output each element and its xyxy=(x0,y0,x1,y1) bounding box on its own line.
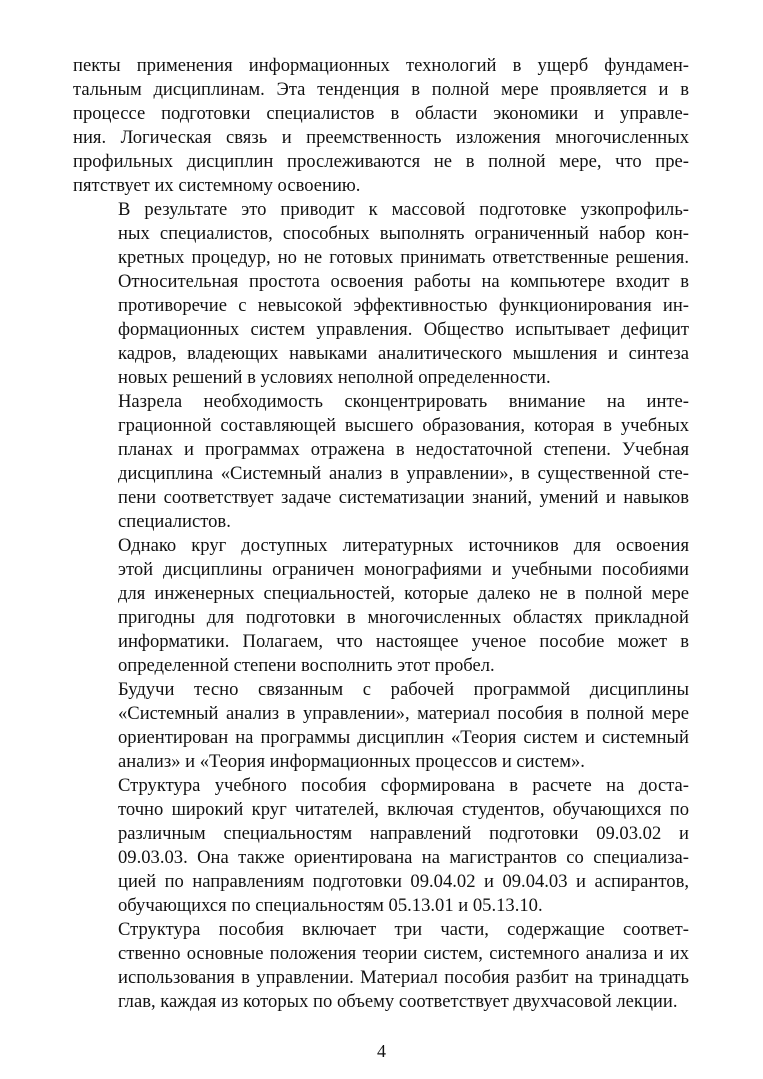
text-line: кретных процедур, но не готовых принимать ответственные решения. xyxy=(118,247,689,268)
text-line: новых решений в условиях неполной определенности. xyxy=(118,367,551,388)
text-line: формационных систем управления. Общество испытывает дефицит xyxy=(118,319,689,340)
text-line: «Системный анализ в управлении», материал пособия в полной мере xyxy=(118,703,689,724)
text-line: пени соответствует задаче систематизации знаний, умений и навыков xyxy=(118,487,689,508)
text-line: использования в управлении. Материал пособия разбит на тринадцать xyxy=(118,967,689,988)
text-line: для инженерных специальностей, которые далеко не в полной мере xyxy=(118,583,689,604)
text-line: определенной степени восполнить этот пробел. xyxy=(118,655,495,676)
paragraph-7 xyxy=(73,918,689,1014)
text-line: Структура учебного пособия сформирована в расчете на доста- xyxy=(118,775,689,796)
text-line: В результате это приводит к массовой подготовке узкопрофиль- xyxy=(118,199,689,220)
text-line: этой дисциплины ограничен монографиями и учебными пособиями xyxy=(118,559,689,580)
text-line: Будучи тесно связанным с рабочей программой дисциплины xyxy=(118,679,689,700)
text-line: информатики. Полагаем, что настоящее ученое пособие может в xyxy=(118,631,689,652)
text-line: различным специальностям направлений подготовки 09.03.02 и xyxy=(118,823,689,844)
text-line: Однако круг доступных литературных источников для освоения xyxy=(118,535,689,556)
text-line: Назрела необходимость сконцентрировать внимание на инте- xyxy=(118,391,689,412)
text-line: анализ» и «Теория информационных процессов и систем». xyxy=(118,751,585,772)
paragraph-6 xyxy=(73,774,689,918)
text-line: пятствует их системному освоению. xyxy=(73,175,361,196)
text-line: планах и программах отражена в недостаточной степени. Учебная xyxy=(118,439,689,460)
paragraph-3 xyxy=(73,390,689,534)
page-number: 4 xyxy=(377,1041,386,1061)
paragraph-1 xyxy=(73,54,689,198)
text-line: пекты применения информационных технологий в ущерб фундамен- xyxy=(73,55,689,76)
text-line: кадров, владеющих навыками аналитического мышления и синтеза xyxy=(118,343,689,364)
text-line: специалистов. xyxy=(118,511,231,532)
text-line: профильных дисциплин прослеживаются не в полной мере, что пре- xyxy=(73,151,689,172)
paragraph-4 xyxy=(73,534,689,678)
page-body xyxy=(73,54,689,1014)
text-line: ственно основные положения теории систем, системного анализа и их xyxy=(118,943,689,964)
text-line: 09.03.03. Она также ориентирована на магистрантов со специализа- xyxy=(118,847,689,868)
paragraph-5 xyxy=(73,678,689,774)
text-line: противоречие с невысокой эффективностью функционирования ин- xyxy=(118,295,689,316)
text-line: цией по направлениям подготовки 09.04.02 и 09.04.03 и аспирантов, xyxy=(118,871,689,892)
text-line: ориентирован на программы дисциплин «Теория систем и системный xyxy=(118,727,689,748)
text-line: процессе подготовки специалистов в области экономики и управле- xyxy=(73,103,689,124)
text-line: грационной составляющей высшего образования, которая в учебных xyxy=(118,415,689,436)
text-line: обучающихся по специальностям 05.13.01 и 05.13.10. xyxy=(118,895,543,916)
text-line: глав, каждая из которых по объему соответствует двухчасовой лекции. xyxy=(118,991,678,1012)
text-line: Относительная простота освоения работы на компьютере входит в xyxy=(118,271,689,292)
text-line: точно широкий круг читателей, включая студентов, обучающихся по xyxy=(118,799,689,820)
text-line: ния. Логическая связь и преемственность изложения многочисленных xyxy=(73,127,689,148)
text-line: Структура пособия включает три части, содержащие соответ- xyxy=(118,919,689,940)
text-line: ных специалистов, способных выполнять ограниченный набор кон- xyxy=(118,223,689,244)
text-line: тальным дисциплинам. Эта тенденция в полной мере проявляется и в xyxy=(73,79,689,100)
text-line: пригодны для подготовки в многочисленных областях прикладной xyxy=(118,607,689,628)
text-line: дисциплина «Системный анализ в управлении», в существенной сте- xyxy=(118,463,689,484)
paragraph-2 xyxy=(73,198,689,390)
